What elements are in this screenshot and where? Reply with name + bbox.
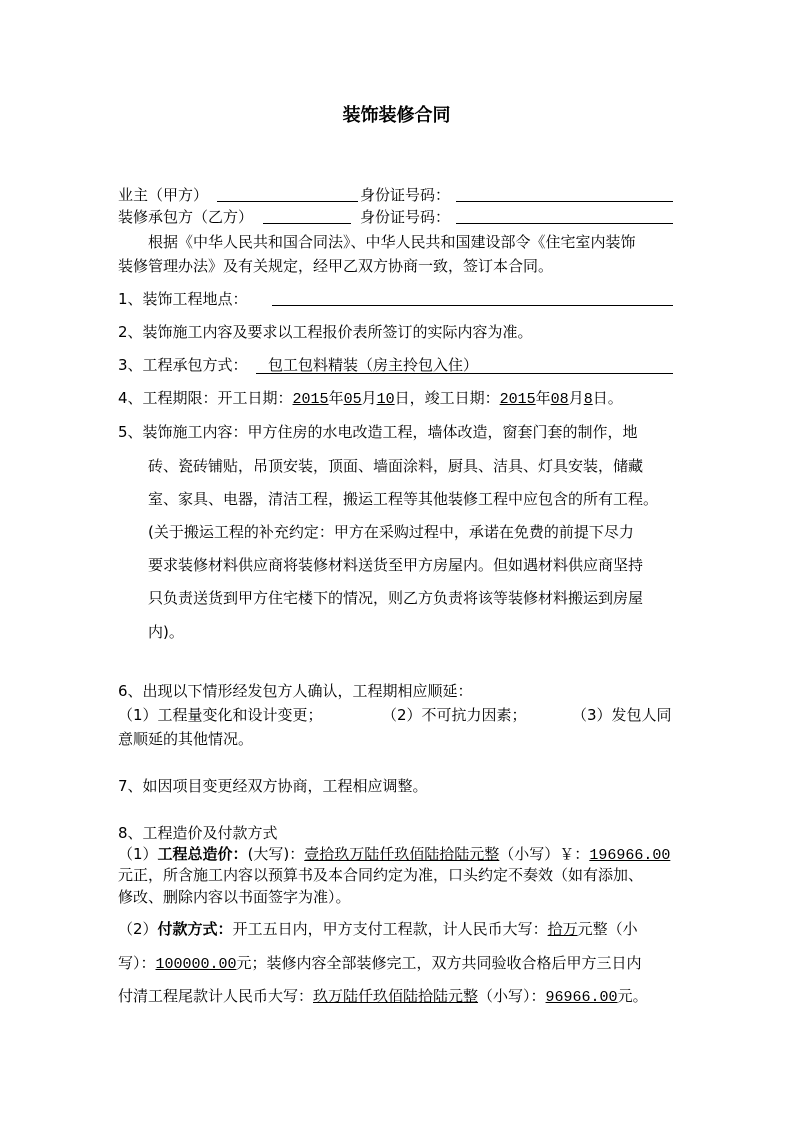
final-payment-daxie: 玖万陆仟玖佰陆拾陆元整 [313,987,479,1005]
item-8-1-line-2: 元正，所含施工内容以预算书及本合同约定为准，口头约定不奏效（如有添加、 [118,866,644,884]
party-a-id-blank [456,201,673,202]
payment-method-label: 付款方式： [157,920,233,938]
party-a-blank [217,201,358,202]
item-8-2-line-1: （2）付款方式：开工五日内，甲方支付工程款，计人民币大写：拾万元整（小 [118,920,638,938]
total-price-daxie: 壹拾玖万陆仟玖佰陆拾陆元整 [304,845,500,863]
item-4: 4、工程期限：开工日期：2015年05月10日，竣工日期：2015年08月8日。 [118,389,623,408]
party-b-blank [263,223,351,224]
item-5-line-3: 室、家具、电器，清洁工程，搬运工程等其他装修工程中应包含的所有工程。 [148,490,659,508]
party-b-label: 装修承包方（乙方） [118,208,254,226]
item-6-option-1: （1）工程量变化和设计变更； [118,706,323,724]
item-5-line-1: 5、装饰施工内容：甲方住房的水电改造工程，墙体改造，窗套门套的制作，地 [118,423,638,441]
item-6-option-2: （2）不可抗力因素； [382,706,527,724]
item-8-title: 8、工程造价及付款方式 [118,824,278,842]
total-price-xiaoxie: 196966.00 [589,847,671,864]
end-day: 8 [583,391,593,408]
party-a-label: 业主（甲方） [118,186,209,204]
item-6-title: 6、出现以下情形经发包方人确认，工程期相应顺延： [118,682,473,700]
item-5-line-5: 要求装修材料供应商将装修材料送货至甲方房屋内。但如遇材料供应商坚持 [148,556,644,574]
item-5-line-2: 砖、瓷砖铺贴，吊顶安装，顶面、墙面涂料，厨具、洁具、灯具安装，储藏 [148,457,644,475]
page-title: 装饰装修合同 [342,105,451,126]
item-3-value: 包工包料精装（房主拎包入住） [268,356,479,374]
first-payment-daxie: 拾万 [547,920,578,938]
end-month: 08 [550,391,569,408]
item-8-2-line-2: 写）：100000.00元；装修内容全部装修完工，双方共同验收合格后甲方三日内 [118,954,642,973]
intro-line-2: 装修管理办法》及有关规定，经甲乙双方协商一致，签订本合同。 [118,257,554,275]
item-7: 7、如因项目变更经双方协商，工程相应调整。 [118,777,428,795]
start-month: 05 [343,391,362,408]
item-5-line-6: 只负责送货到甲方住宅楼下的情况，则乙方负责将该等装修材料搬运到房屋 [148,589,644,607]
item-6-option-3: （3）发包人同 [572,706,672,724]
party-b-id-label: 身份证号码： [360,208,451,226]
first-payment-xiaoxie: 100000.00 [155,956,237,973]
final-payment-xiaoxie: 96966.00 [545,989,618,1006]
party-b-id-blank [456,223,673,224]
total-price-label: 工程总造价： [157,845,248,863]
party-a-id-label: 身份证号码： [360,186,451,204]
item-2: 2、装饰施工内容及要求以工程报价表所签订的实际内容为准。 [118,323,533,341]
item-1-blank [272,305,673,306]
item-8-1-line-1: （1）工程总造价：(大写)：壹拾玖万陆仟玖佰陆拾陆元整（小写）￥：196966.00 [118,845,671,864]
item-5-line-4: (关于搬运工程的补充约定：甲方在采购过程中，承诺在免费的前提下尽力 [148,523,634,541]
start-day: 10 [376,391,395,408]
item-3-underline [256,373,673,374]
end-year: 2015 [499,391,536,408]
item-3-label: 3、工程承包方式： [118,356,248,374]
item-8-1-line-3: 修改、删除内容以书面签字为准）。 [118,888,351,906]
start-year: 2015 [292,391,329,408]
intro-line-1: 根据《中华人民共和国合同法》、中华人民共和国建设部令《住宅室内装饰 [148,233,636,251]
item-1-label: 1、装饰工程地点： [118,290,248,308]
item-5-line-7: 内)。 [148,623,184,641]
item-8-2-line-3: 付清工程尾款计人民币大写：玖万陆仟玖佰陆拾陆元整（小写）：96966.00元。 [118,987,648,1006]
item-6-line-2: 意顺延的其他情况。 [118,730,254,748]
